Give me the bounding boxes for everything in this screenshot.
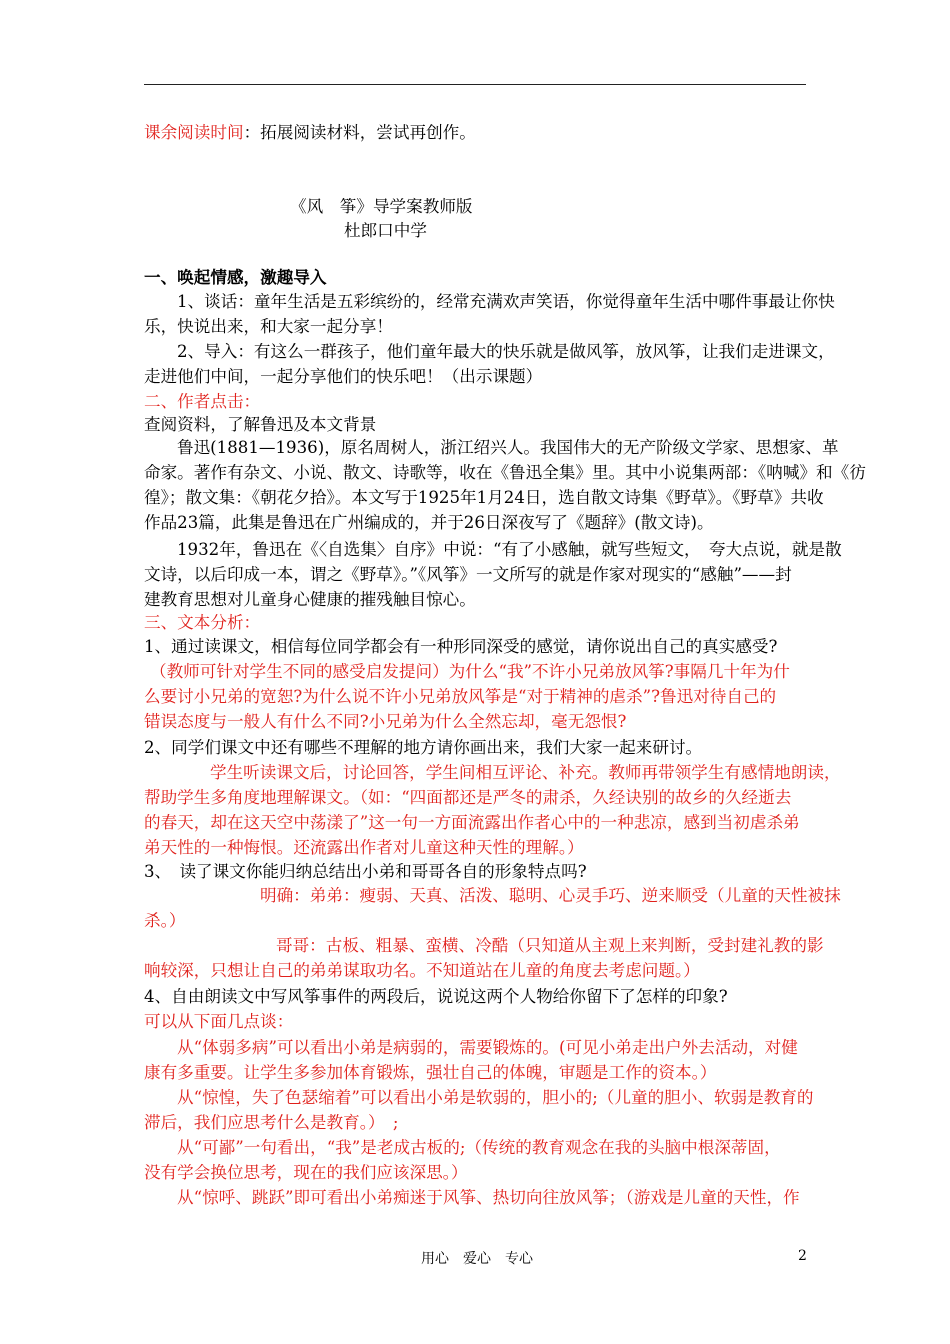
section1-paragraph: 乐，快说出来，和大家一起分享！ <box>144 317 393 336</box>
answer-2: 帮助学生多角度地理解课文。（如：“四面都还是严冬的肃杀，久经诀别的故乡的久经逝去 <box>144 788 792 807</box>
question-2: 2、同学们课文中还有哪些不理解的地方请你画出来，我们大家一起来研讨。 <box>144 738 703 757</box>
answer-1: 错误态度与一般人有什么不同?小兄弟为什么全然忘却，毫无怨恨? <box>144 712 627 731</box>
answer-2: 弟天性的一种悔恨。还流露出作者对儿童这种天性的理解。） <box>144 838 584 857</box>
page-number: 2 <box>798 1248 807 1264</box>
answer-4: 没有学会换位思考，现在的我们应该深思。） <box>144 1163 468 1182</box>
section2-paragraph: 鲁迅(1881—1936)，原名周树人，浙江绍兴人。我国伟大的无产阶级文学家、思想家、革 <box>177 438 839 457</box>
question-3: 3、 读了课文你能归纳总结出小弟和哥哥各自的形象特点吗? <box>144 862 587 881</box>
section2-paragraph: 作品23篇，此集是鲁迅在广州编成的，并于26日深夜写了《题辞》(散文诗)。 <box>144 513 714 532</box>
section2-paragraph: 建教育思想对儿童身心健康的摧残触目惊心。 <box>144 590 476 609</box>
section1-paragraph: 1、谈话：童年生活是五彩缤纷的，经常充满欢声笑语，你觉得童年生活中哪件事最让你快 <box>177 292 835 311</box>
doc-title: 《风 筝》导学案教师版 <box>290 197 473 216</box>
answer-3: 明确：弟弟：瘦弱、天真、活泼、聪明、心灵手巧、逆来顺受（儿童的天性被抹 <box>260 886 841 905</box>
answer-1: 么要讨小兄弟的宽恕?为什么说不许小兄弟放风筝是“对于精神的虐杀”?鲁迅对待自己的 <box>144 687 777 706</box>
section1-paragraph: 走进他们中间，一起分享他们的快乐吧！（出示课题） <box>144 367 543 386</box>
section2-paragraph: 徨》；散文集：《朝花夕拾》。本文写于1925年1月24日，选自散文诗集《野草》。《野草》共收 <box>144 488 824 507</box>
intro-label: 课余阅读时间 <box>144 123 244 142</box>
question-4: 4、自由朗读文中写风筝事件的两段后，说说这两个人物给你留下了怎样的印象? <box>144 987 728 1006</box>
section1-paragraph: 2、导入：有这么一群孩子，他们童年最大的快乐就是做风筝，放风筝，让我们走进课文， <box>177 342 835 361</box>
section2-paragraph: 文诗，以后印成一本，谓之《野草》。”《风筝》一文所写的就是作家对现实的“感触”——封 <box>144 565 792 584</box>
answer-1: （教师可针对学生不同的感受启发提问）为什么“我”不许小兄弟放风筝?事隔几十年为什 <box>150 662 790 681</box>
answer-4: 康有多重要。让学生多参加体育锻炼，强壮自己的体魄，审题是工作的资本。） <box>144 1063 717 1082</box>
answer-3: 响较深，只想让自己的弟弟谋取功名。不知道站在儿童的角度去考虑问题。） <box>144 961 700 980</box>
section2-paragraph: 1932年，鲁迅在《〈自选集〉自序》中说：“有了小感触，就写些短文， 夸大点说，就是散 <box>177 540 842 559</box>
section3-heading: 三、文本分析： <box>144 613 261 632</box>
section2-heading: 二、作者点击： <box>144 392 261 411</box>
answer-2: 的春天，却在这天空中荡漾了”这一句一方面流露出作者心中的一种悲凉，感到当初虐杀弟 <box>144 813 800 832</box>
section1-heading: 一、唤起情感，激趣导入 <box>144 267 327 287</box>
question-1: 1、通过读课文，相信每位同学都会有一种形同深受的感觉，请你说出自己的真实感受? <box>144 637 778 656</box>
answer-4: 从“体弱多病”可以看出小弟是病弱的，需要锻炼的。(可见小弟走出户外去活动，对健 <box>177 1038 798 1057</box>
answer-4: 从“可鄙”一句看出，“我”是老成古板的;（传统的教育观念在我的头脑中根深蒂固， <box>177 1138 781 1157</box>
answer-4: 从“惊呼、跳跃”即可看出小弟痴迷于风筝、热切向往放风筝；（游戏是儿童的天性，作 <box>177 1188 800 1207</box>
intro-text: ：拓展阅读材料，尝试再创作。 <box>243 123 476 142</box>
answer-3: 杀。） <box>144 911 186 930</box>
answer-2: 学生听读课文后，讨论回答，学生间相互评论、补充。教师再带领学生有感情地朗读， <box>210 763 841 782</box>
intro-line <box>144 122 476 144</box>
section2-paragraph: 查阅资料，了解鲁迅及本文背景 <box>144 415 377 434</box>
answer-3: 哥哥：古板、粗暴、蛮横、冷酷（只知道从主观上来判断，受封建礼教的影 <box>276 936 824 955</box>
header-rule <box>144 84 806 85</box>
footer-motto: 用心 爱心 专心 <box>421 1251 533 1267</box>
school-name: 杜郎口中学 <box>344 221 427 240</box>
answer-4: 从“惊惶，失了色瑟缩着”可以看出小弟是软弱的，胆小的;（儿童的胆小、软弱是教育的 <box>177 1088 814 1107</box>
answer-4-intro: 可以从下面几点谈： <box>144 1012 294 1031</box>
section2-paragraph: 命家。著作有杂文、小说、散文、诗歌等，收在《鲁迅全集》里。其中小说集两部：《呐喊》和《彷 <box>144 463 866 482</box>
answer-4: 滞后，我们应思考什么是教育。） ; <box>144 1113 399 1132</box>
